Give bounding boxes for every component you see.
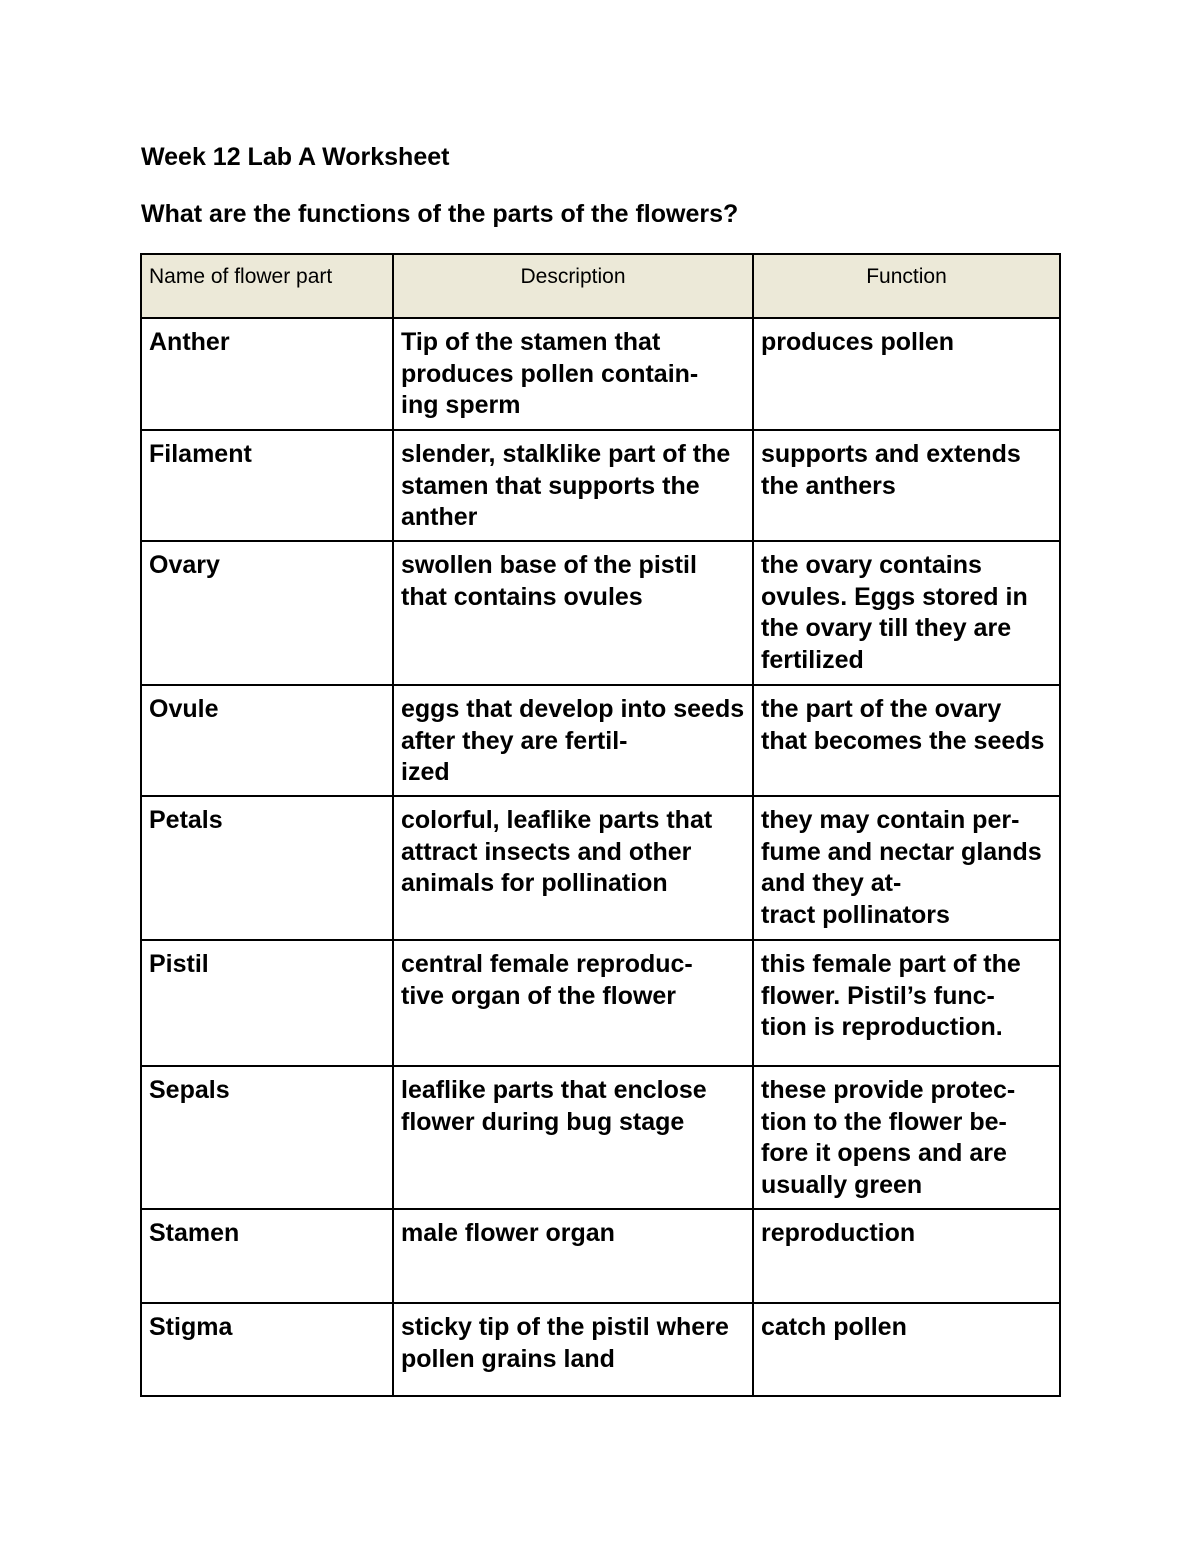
cell-description: eggs that develop into seeds after they are fertil- ized bbox=[393, 685, 753, 796]
cell-part-name: Sepals bbox=[141, 1066, 393, 1209]
cell-description: colorful, leaflike parts that attract insects and other animals for pollination bbox=[393, 796, 753, 940]
cell-part-name: Petals bbox=[141, 796, 393, 940]
cell-part-name: Anther bbox=[141, 318, 393, 430]
column-header-function: Function bbox=[753, 254, 1060, 318]
cell-function: catch pollen bbox=[753, 1303, 1060, 1396]
table-row bbox=[141, 685, 1060, 796]
table-header-row bbox=[141, 254, 1060, 318]
table-row bbox=[141, 1066, 1060, 1209]
table-row bbox=[141, 1303, 1060, 1396]
cell-part-name: Ovule bbox=[141, 685, 393, 796]
cell-function: the part of the ovary that becomes the seeds bbox=[753, 685, 1060, 796]
cell-description: leaflike parts that enclose flower during bug stage bbox=[393, 1066, 753, 1209]
column-header-name: Name of flower part bbox=[141, 254, 393, 318]
cell-function: supports and extends the anthers bbox=[753, 430, 1060, 541]
cell-function: reproduction bbox=[753, 1209, 1060, 1303]
cell-part-name: Filament bbox=[141, 430, 393, 541]
page-title: Week 12 Lab A Worksheet bbox=[141, 143, 450, 171]
cell-part-name: Ovary bbox=[141, 541, 393, 685]
table-row bbox=[141, 318, 1060, 430]
cell-function: they may contain per- fume and nectar glands and they at- tract pollinators bbox=[753, 796, 1060, 940]
cell-description: male flower organ bbox=[393, 1209, 753, 1303]
cell-description: sticky tip of the pistil where pollen grains land bbox=[393, 1303, 753, 1396]
flower-parts-table bbox=[140, 253, 1061, 1397]
table-row bbox=[141, 796, 1060, 940]
cell-description: central female reproduc- tive organ of the flower bbox=[393, 940, 753, 1066]
worksheet-question: What are the functions of the parts of the flowers? bbox=[141, 200, 739, 228]
cell-description: slender, stalklike part of the stamen that supports the anther bbox=[393, 430, 753, 541]
table-row bbox=[141, 430, 1060, 541]
table-row bbox=[141, 940, 1060, 1066]
cell-function: the ovary contains ovules. Eggs stored in the ovary till they are fertilized bbox=[753, 541, 1060, 685]
cell-function: this female part of the flower. Pistil’s func- tion is reproduction. bbox=[753, 940, 1060, 1066]
table-row bbox=[141, 1209, 1060, 1303]
cell-function: produces pollen bbox=[753, 318, 1060, 430]
cell-function: these provide protec- tion to the flower be- fore it opens and are usually green bbox=[753, 1066, 1060, 1209]
cell-part-name: Pistil bbox=[141, 940, 393, 1066]
column-header-description: Description bbox=[393, 254, 753, 318]
table-row bbox=[141, 541, 1060, 685]
cell-description: swollen base of the pistil that contains ovules bbox=[393, 541, 753, 685]
cell-description: Tip of the stamen that produces pollen contain- ing sperm bbox=[393, 318, 753, 430]
cell-part-name: Stamen bbox=[141, 1209, 393, 1303]
cell-part-name: Stigma bbox=[141, 1303, 393, 1396]
